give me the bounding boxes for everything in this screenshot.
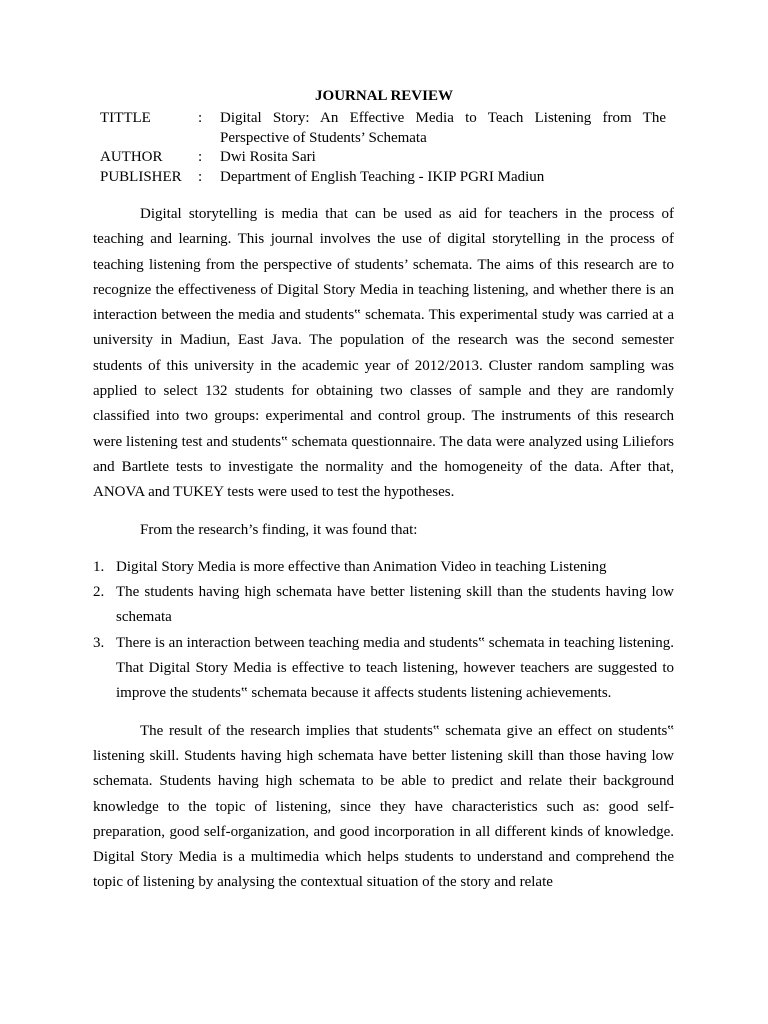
meta-colon: :: [198, 110, 203, 126]
list-item: [93, 631, 674, 707]
journal-metadata: [93, 109, 674, 187]
list-text: Digital Story Media is more effective than Animation Video in teaching Listening: [116, 558, 607, 575]
meta-row-publisher: [93, 168, 674, 188]
list-item: [93, 555, 674, 580]
implications-paragraph: The result of the research implies that students‟ schemata give an effect on students‟ listening skill. Students having high schemata have better listening skill than those having low schemata. Students having high schemata to be able to predict and relate their background knowledge to the topic of listening, since they have characteristics such as: good self-preparation, good self-organization, and good incorporation in all different kinds of knowledge. Digital Story Media is a multimedia which helps students to understand and comprehend the topic of listening by analysing the contextual situation of the story and relate: [93, 722, 674, 891]
document-page: [93, 86, 674, 896]
list-number: 1.: [93, 558, 105, 575]
list-text: The students having high schemata have better listening skill than the students having low schemata: [116, 584, 674, 626]
findings-intro: From the research’s finding, it was found that:: [140, 521, 418, 538]
meta-value-title: Digital Story: An Effective Media to Teach Listening from The Perspective of Students’ Schemata: [220, 110, 666, 146]
meta-row-author: [93, 148, 674, 168]
meta-value-author: Dwi Rosita Sari: [220, 149, 316, 165]
meta-label: TITTLE: [100, 110, 151, 126]
list-number: 2.: [93, 584, 105, 601]
findings-list: [93, 555, 674, 707]
meta-label: AUTHOR: [100, 149, 163, 165]
meta-row-title: [93, 109, 674, 148]
meta-colon: :: [198, 168, 203, 185]
list-text: There is an interaction between teaching media and students‟ schemata in teaching listening. That Digital Story Media is effective to teach listening, however teachers are suggested to improve the students‟ schemata because it affects students listening achievements.: [116, 634, 674, 702]
list-number: 3.: [93, 634, 105, 651]
meta-value-publisher: Department of English Teaching - IKIP PGRI Madiun: [220, 168, 545, 185]
meta-label: PUBLISHER: [100, 168, 182, 185]
summary-paragraph: Digital storytelling is media that can be used as aid for teachers in the process of teaching and learning. This journal involves the use of digital storytelling in the process of teaching listening from the perspective of students’ schemata. The aims of this research are to recognize the effectiveness of Digital Story Media in teaching listening, and whether there is an interaction between the media and students‟ schemata. This experimental study was carried at a university in Madiun, East Java. The population of the research was the second semester students of this university in the academic year of 2012/2013. Cluster random sampling was applied to select 132 students for obtaining two classes of sample and they are randomly classified into two groups: experimental and control group. The instruments of this research were listening test and students‟ schemata questionnaire. The data were analyzed using Liliefors and Bartlete tests to investigate the normality and the homogeneity of the data. After that, ANOVA and TUKEY tests were used to test the hypotheses.: [93, 206, 674, 501]
list-item: [93, 580, 674, 631]
meta-colon: :: [198, 149, 203, 165]
document-heading: JOURNAL REVIEW: [315, 88, 453, 104]
